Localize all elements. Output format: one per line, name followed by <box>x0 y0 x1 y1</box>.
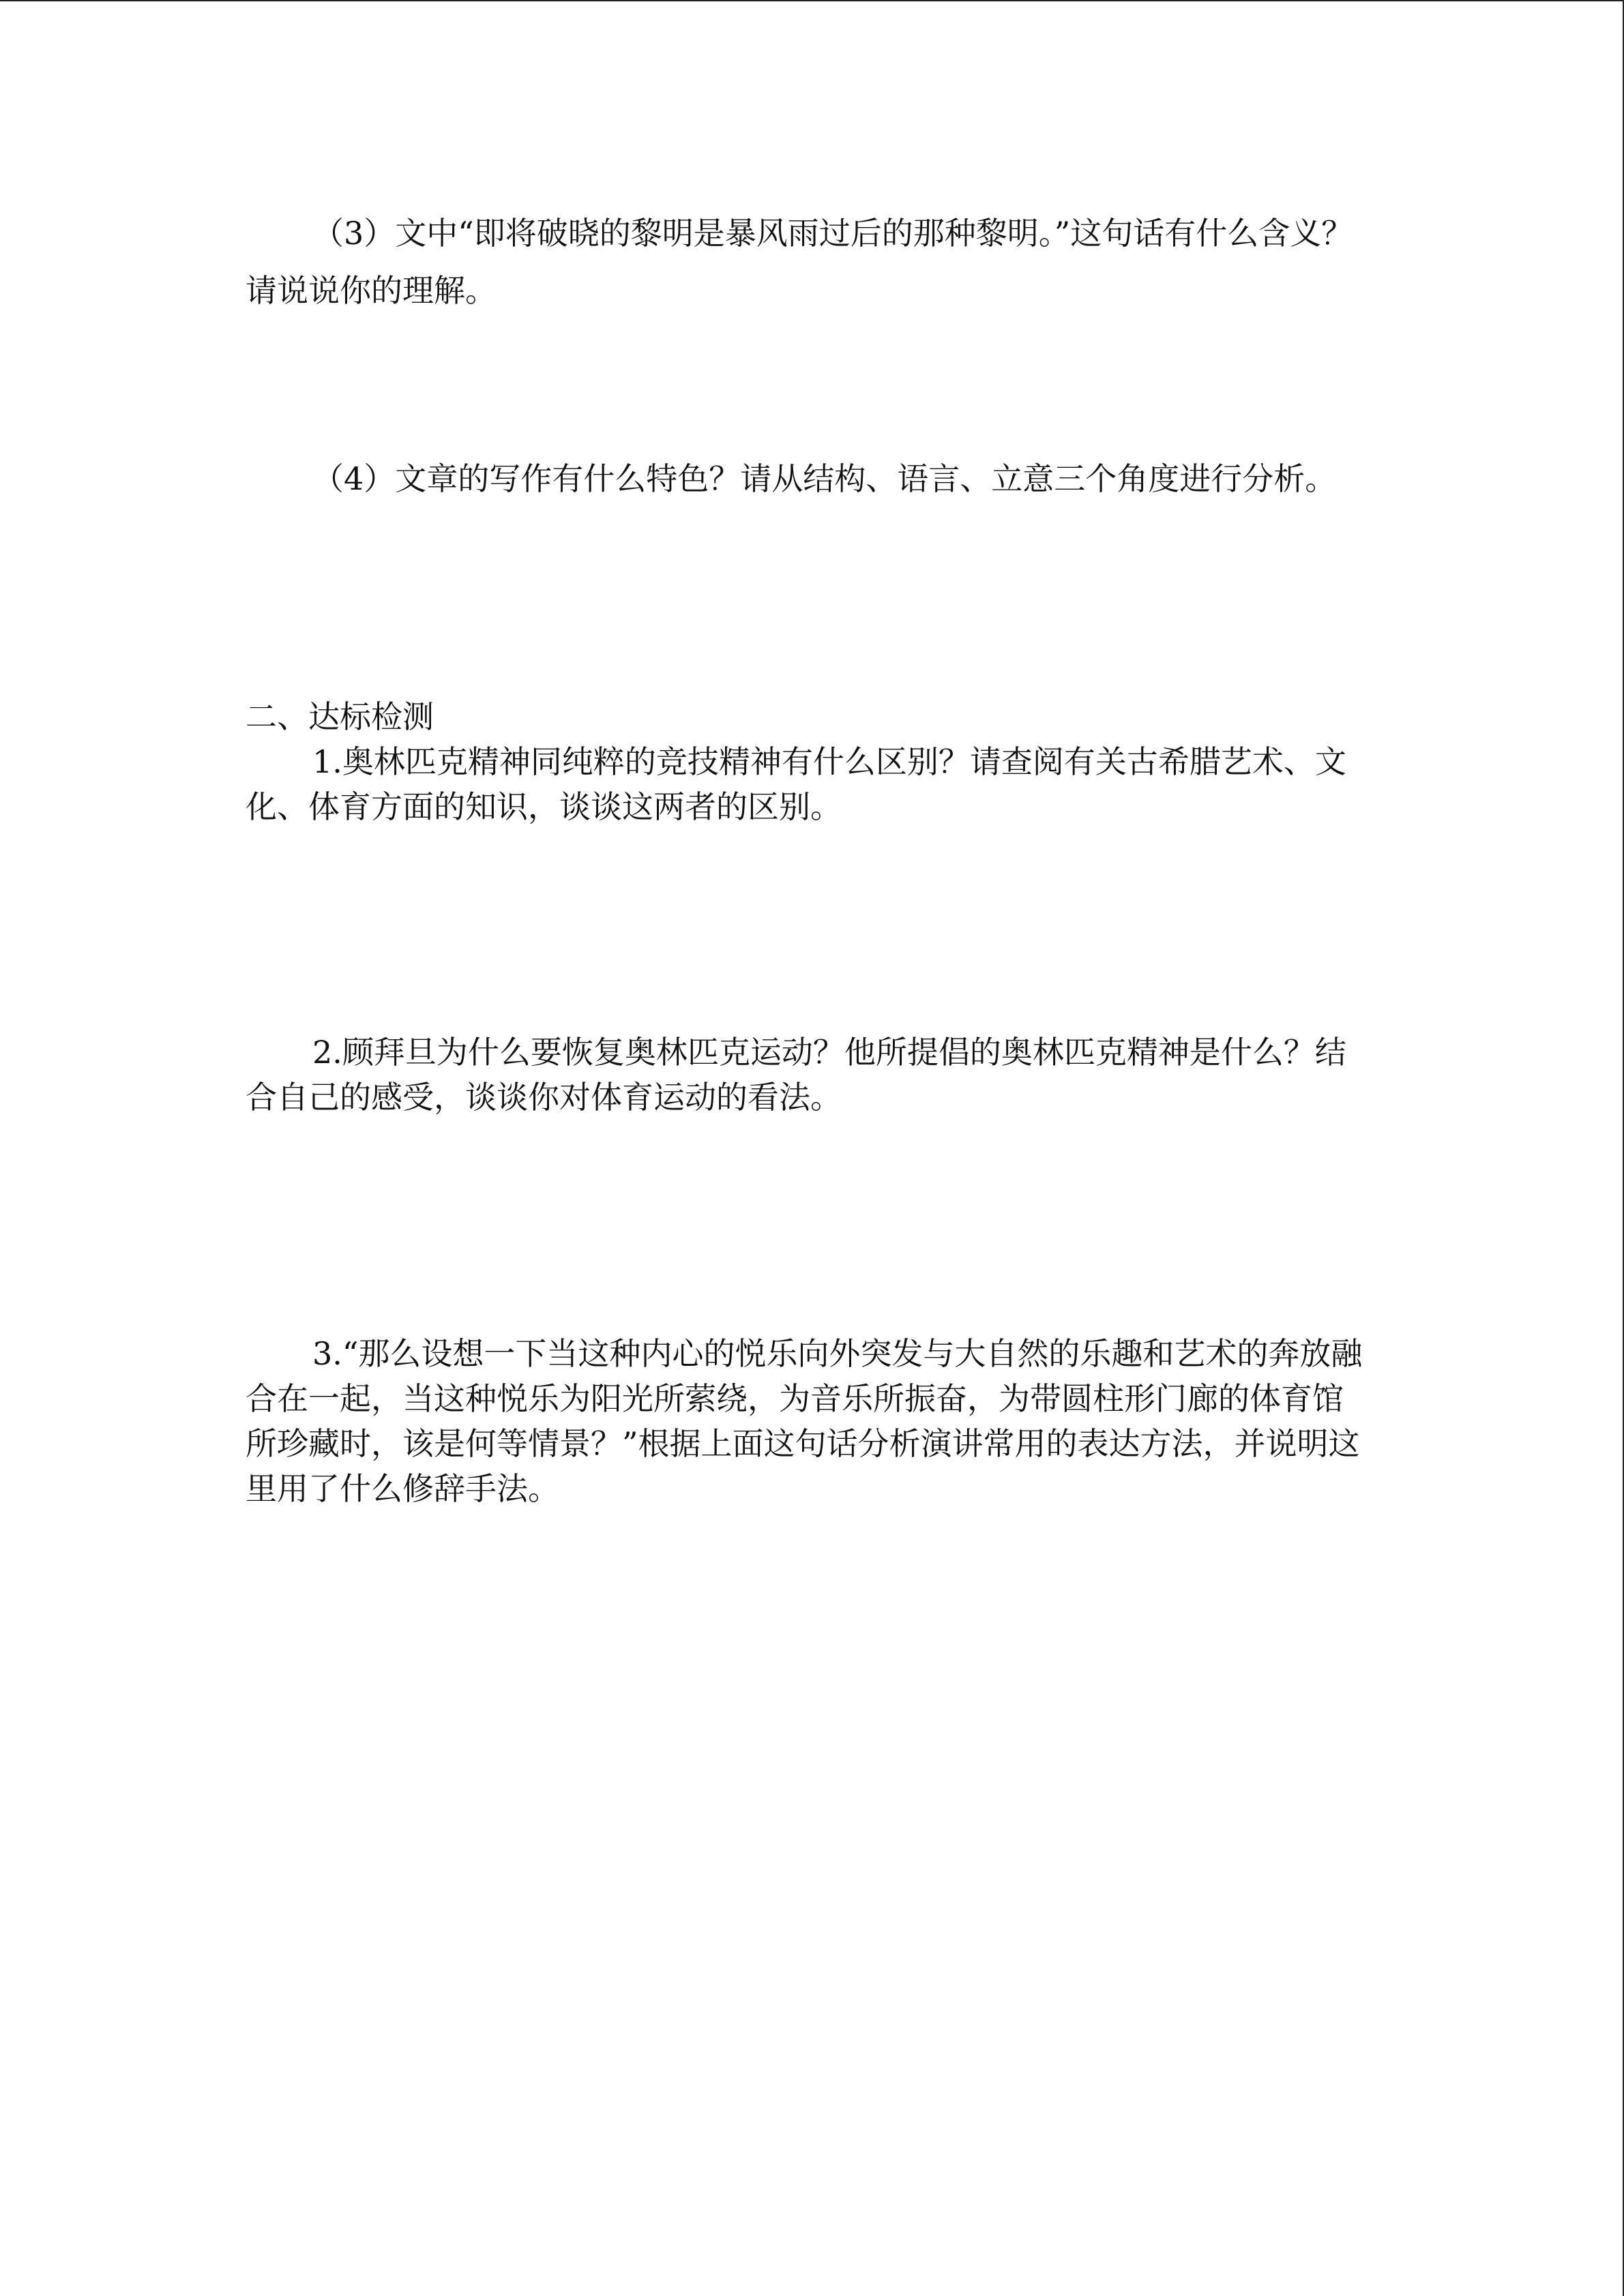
page-top-border <box>0 0 1624 1</box>
section-2-item-3-text: 3.“那么设想一下当这种内心的悦乐向外突发与大自然的乐趣和艺术的奔放融合在一起，当这种悦乐为阳光所萦绕，为音乐所振奋，为带圆柱形门廊的体育馆所珍藏时，该是何等情景？”根据上面这句话分析演讲常用的表达方法，并说明这里用了什么修辞手法。 <box>246 1335 1363 1507</box>
section-2-item-2-text: 2.顾拜旦为什么要恢复奥林匹克运动？他所提倡的奥林匹克精神是什么？结合自己的感受，谈谈你对体育运动的看法。 <box>246 1034 1346 1116</box>
question-4-text: （4）文章的写作有什么特色？请从结构、语言、立意三个角度进行分析。 <box>312 460 1337 497</box>
section-2-heading: 二、达标检测 <box>246 698 434 735</box>
question-3-text: （3）文中“即将破晓的黎明是暴风雨过后的那种黎明。”这句话有什么含义？请说说你的理解。 <box>246 215 1353 309</box>
section-2-item-1-text: 1.奥林匹克精神同纯粹的竞技精神有什么区别？请查阅有关古希腊艺术、文化、体育方面的知识，谈谈这两者的区别。 <box>246 743 1346 825</box>
